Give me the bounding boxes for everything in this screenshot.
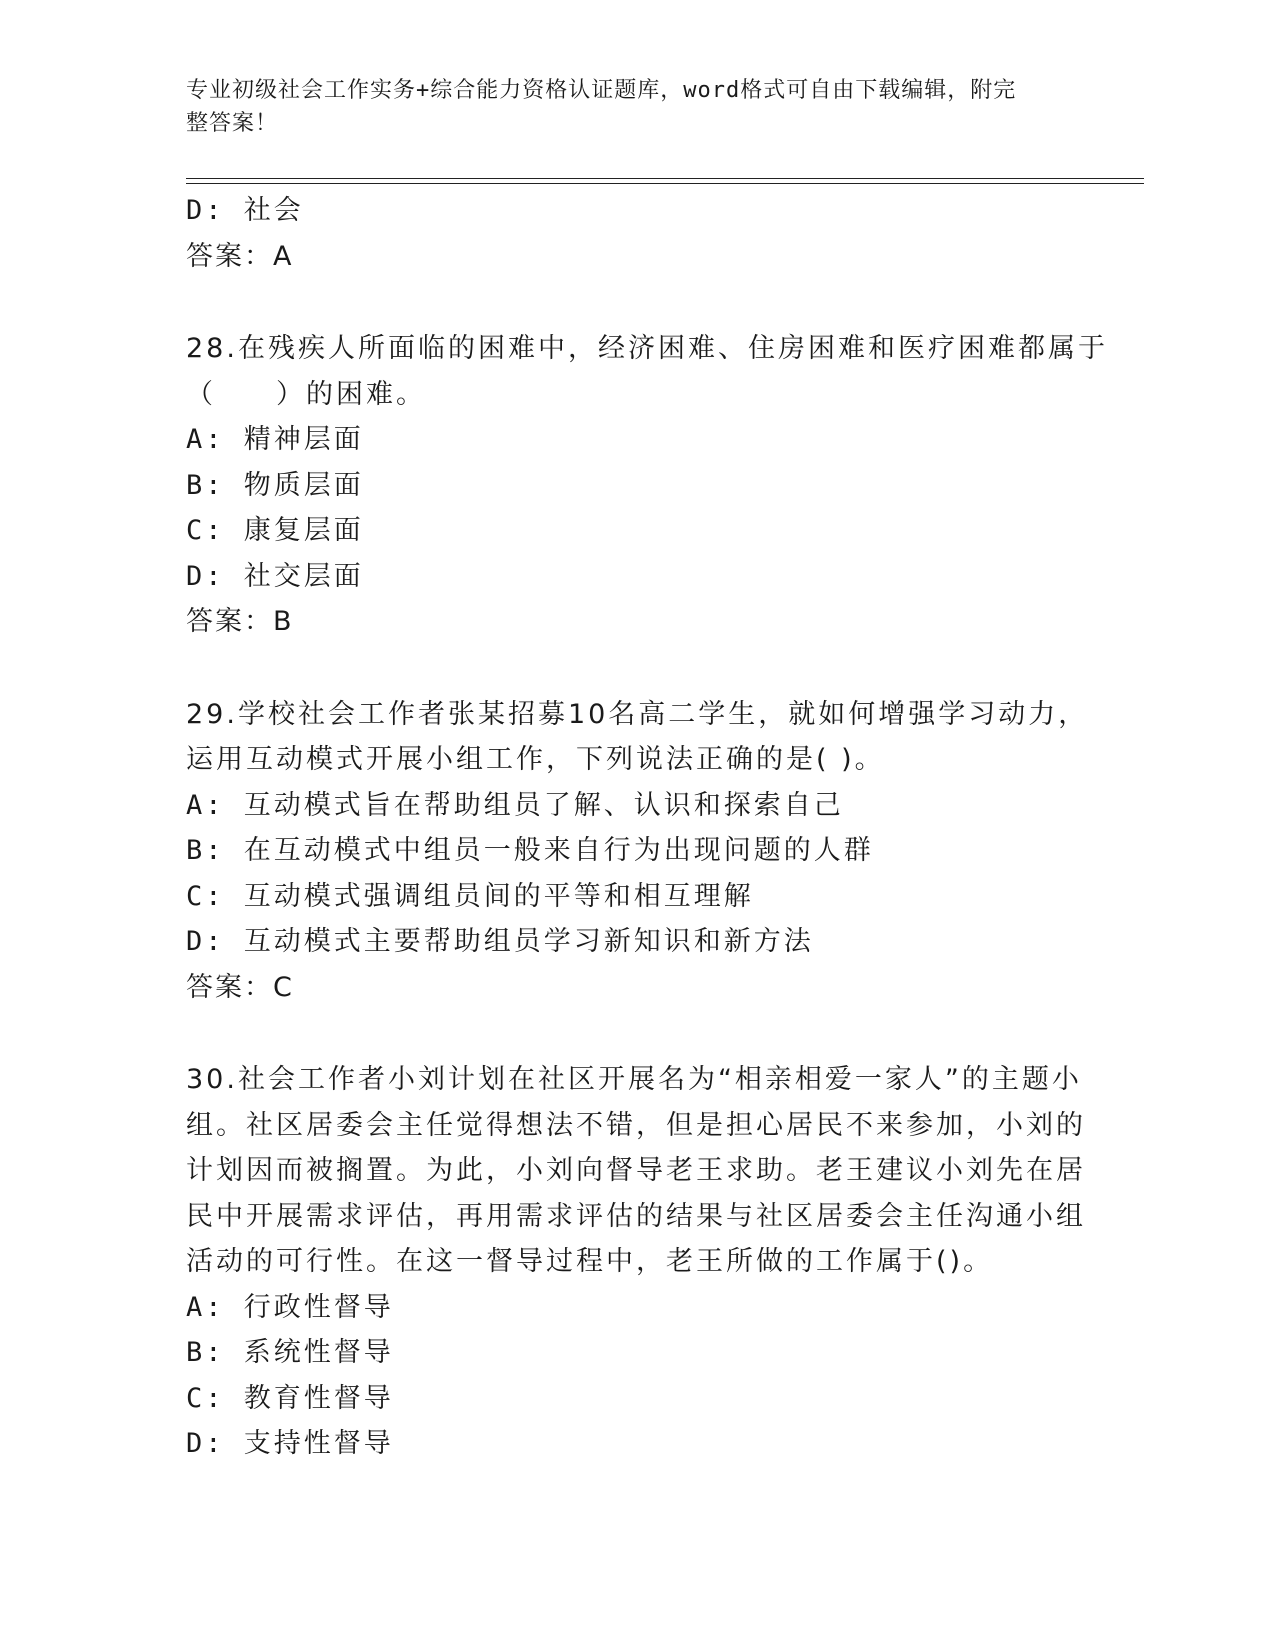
option-d: D: 互动模式主要帮助组员学习新知识和新方法: [186, 926, 814, 957]
header-divider-top: [186, 178, 1144, 179]
question-30: [186, 1057, 1086, 1467]
option-c: C: 教育性督导: [186, 1382, 394, 1414]
question-29: [186, 692, 1089, 1011]
answer: 答案：C: [186, 971, 294, 1003]
header-line-2: 整答案！: [186, 111, 279, 136]
document-header: [186, 74, 1066, 140]
question-stem-line: 计划因而被搁置。为此，小刘向督导老王求助。老王建议小刘先在居: [186, 1155, 1086, 1186]
previous-answer: 答案：A: [186, 240, 294, 272]
option-b: B: 系统性督导: [186, 1337, 394, 1368]
question-stem-line: 组。社区居委会主任觉得想法不错，但是担心居民不来参加，小刘的: [186, 1109, 1086, 1141]
option-b: B: 物质层面: [186, 469, 364, 501]
question-stem-line: 活动的可行性。在这一督导过程中，老王所做的工作属于()。: [186, 1246, 994, 1277]
option-a: A: 精神层面: [186, 424, 364, 455]
header-divider-bottom: [186, 183, 1144, 184]
option-d: D: 支持性督导: [186, 1428, 394, 1459]
option-b: B: 在互动模式中组员一般来自行为出现问题的人群: [186, 835, 874, 866]
option-a: A: 行政性督导: [186, 1291, 394, 1323]
question-28: [186, 326, 1108, 645]
option-c: C: 互动模式强调组员间的平等和相互理解: [186, 880, 754, 912]
question-content: [186, 188, 1108, 1467]
option-d: D: 社交层面: [186, 560, 364, 592]
answer: 答案：B: [186, 606, 294, 637]
header-line-1: 专业初级社会工作实务+综合能力资格认证题库，word格式可自由下载编辑，附完: [186, 78, 1017, 103]
option-a: A: 互动模式旨在帮助组员了解、认识和探索自己: [186, 789, 844, 821]
option-c: C: 康复层面: [186, 515, 364, 546]
question-stem-line: 28.在残疾人所面临的困难中，经济困难、住房困难和医疗困难都属于: [186, 333, 1108, 364]
question-stem-line: 29.学校社会工作者张某招募10名高二学生，就如何增强学习动力，: [186, 698, 1089, 730]
question-stem-line: （ ）的困难。: [186, 378, 426, 410]
question-stem-line: 30.社会工作者小刘计划在社区开展名为“相亲相爱一家人”的主题小: [186, 1064, 1082, 1095]
previous-option-d: D: 社会: [186, 195, 304, 226]
question-stem-line: 民中开展需求评估，再用需求评估的结果与社区居委会主任沟通小组: [186, 1200, 1086, 1232]
question-stem-line: 运用互动模式开展小组工作，下列说法正确的是( )。: [186, 744, 885, 775]
